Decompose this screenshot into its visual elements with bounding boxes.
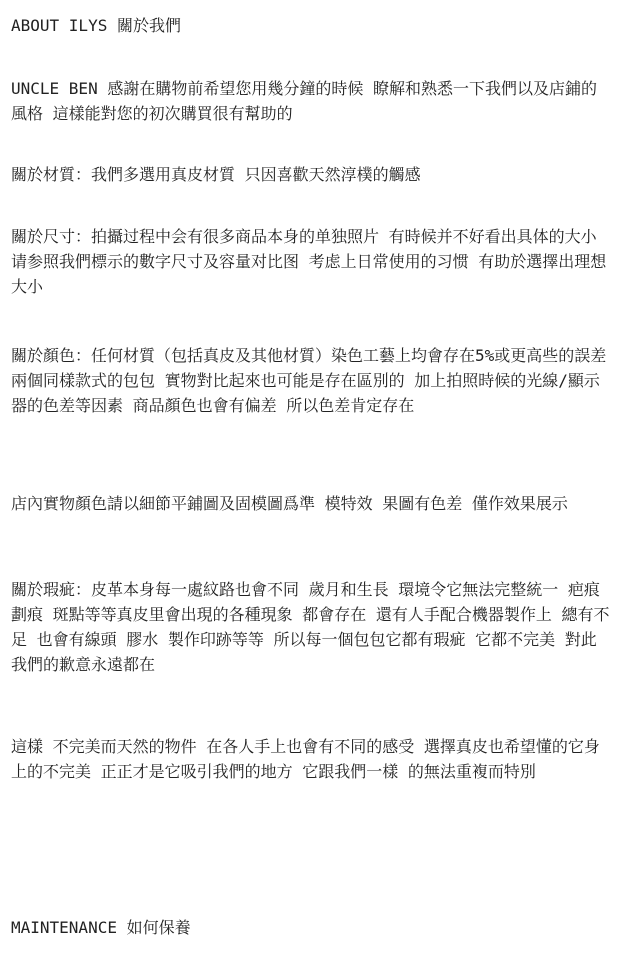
about-heading: ABOUT ILYS 關於我們	[11, 16, 181, 35]
imperfection-paragraph: 這樣 不完美而天然的物件 在各人手上也會有不同的感受 選擇真皮也希望懂的它身上的不完美 正正才是它吸引我們的地方 它跟我們一樣 的無法重複而特別	[11, 737, 600, 781]
intro-paragraph: UNCLE BEN 感謝在購物前希望您用幾分鐘的時候 瞭解和熟悉一下我們以及店鋪的風格 這樣能對您的初次購買很有幫助的	[11, 79, 597, 123]
maintenance-heading: MAINTENANCE 如何保養	[11, 918, 191, 937]
material-paragraph: 關於材質：我們多選用真皮材質 只因喜歡天然淳樸的觸感	[11, 165, 421, 184]
flaws-paragraph: 關於瑕疵：皮革本身每一處紋路也會不同 歲月和生長 環境令它無法完整統一 疤痕 劃痕 斑點等等真皮里會出現的各種現象 都會存在 還有人手配合機器製作上 總有不足 也會有線頭 膠水 製作印跡等等 所以每一個包包它都有瑕疵 它都不完美 對此我們的歉意永遠都在	[11, 580, 610, 674]
color-paragraph: 關於顏色：任何材質（包括真皮及其他材質）染色工藝上均會存在5%或更高些的誤差 兩個同樣款式的包包 實物對比起來也可能是存在區別的 加上拍照時候的光線/顯示器的色差等因素 商品顏色也會有偏差 所以色差肯定存在	[11, 346, 616, 415]
store-color-note-paragraph: 店內實物顏色請以細節平鋪圖及固模圖爲準 模特效 果圖有色差 僅作效果展示	[11, 494, 568, 513]
size-paragraph: 關於尺寸：拍攝过程中会有很多商品本身的单独照片 有時候并不好看出具体的大小 请参照我們標示的數字尺寸及容量对比图 考虑上日常使用的习惯 有助於選擇出理想大小	[11, 227, 607, 296]
